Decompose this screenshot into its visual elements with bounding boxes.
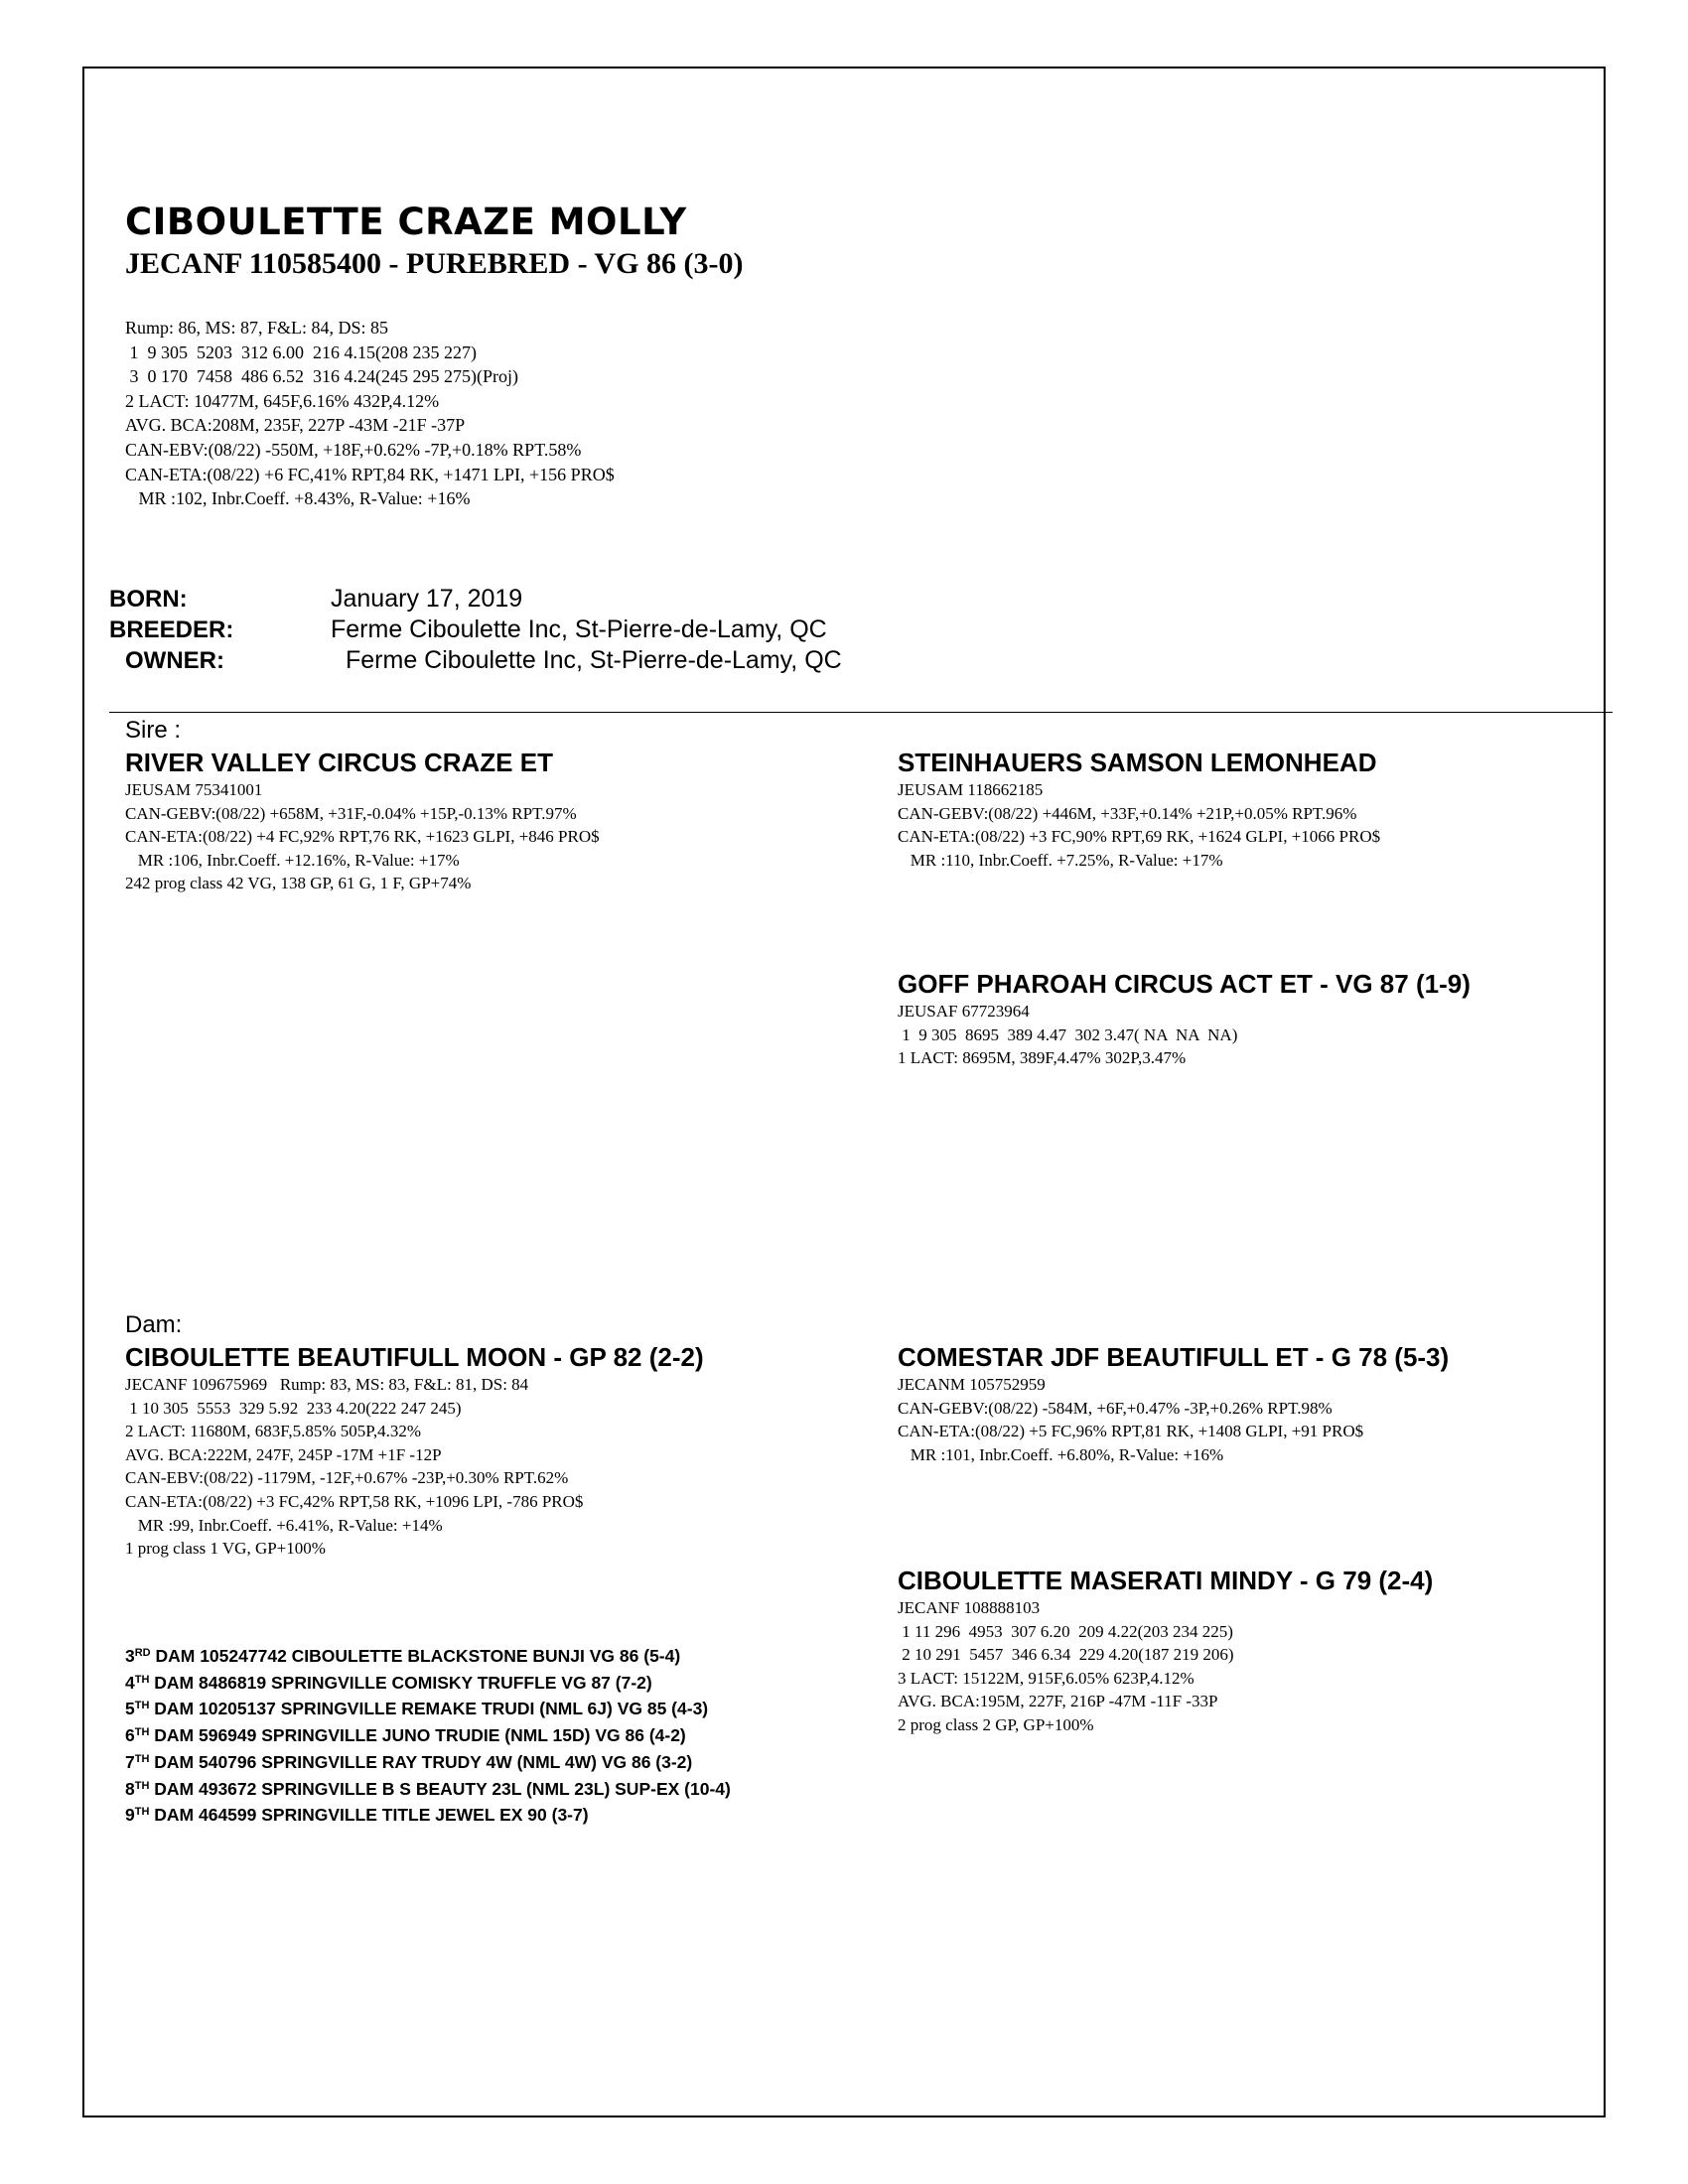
dam-sire-name: COMESTAR JDF BEAUTIFULL ET - G 78 (5-3) <box>898 1342 1450 1372</box>
extended-dam-item: 3RD DAM 105247742 CIBOULETTE BLACKSTONE BUNJI VG 86 (5-4) <box>125 1646 681 1666</box>
dam-dam-name: CIBOULETTE MASERATI MINDY - G 79 (2-4) <box>898 1566 1434 1595</box>
breeder-value: Ferme Ciboulette Inc, St-Pierre-de-Lamy, QC <box>331 615 827 643</box>
extended-dam-item: 9TH DAM 464599 SPRINGVILLE TITLE JEWEL EX 90 (3-7) <box>125 1805 589 1826</box>
stat-line: CAN-ETA:(08/22) +4 FC,92% RPT,76 RK, +1623 GLPI, +846 PRO$ <box>125 827 600 847</box>
stat-line: MR :106, Inbr.Coeff. +12.16%, R-Value: +17% <box>125 850 460 870</box>
extended-dam-item: 4TH DAM 8486819 SPRINGVILLE COMISKY TRUFFLE VG 87 (7-2) <box>125 1672 652 1693</box>
dam-dam-stats <box>898 1596 1234 1737</box>
stat-line: CAN-GEBV:(08/22) +446M, +33F,+0.14% +21P,+0.05% RPT.96% <box>898 803 1357 823</box>
dam-name: CIBOULETTE BEAUTIFULL MOON - GP 82 (2-2) <box>125 1342 704 1372</box>
sire-sire-name: STEINHAUERS SAMSON LEMONHEAD <box>898 748 1377 777</box>
stat-line: AVG. BCA:208M, 235F, 227P -43M -21F -37P <box>125 415 466 436</box>
sire-label: Sire : <box>125 717 182 744</box>
animal-stats <box>125 316 615 511</box>
extended-dams-list <box>125 1643 731 1829</box>
stat-line: CAN-ETA:(08/22) +6 FC,41% RPT,84 RK, +1471 LPI, +156 PRO$ <box>125 464 615 484</box>
stat-line: JECANM 105752959 <box>898 1375 1046 1394</box>
stat-line: Rump: 86, MS: 87, F&L: 84, DS: 85 <box>125 318 389 338</box>
born-label: BORN: <box>109 586 188 613</box>
stat-line: MR :102, Inbr.Coeff. +8.43%, R-Value: +16% <box>125 488 471 509</box>
stat-line: MR :101, Inbr.Coeff. +6.80%, R-Value: +16% <box>898 1444 1224 1464</box>
stat-line: CAN-ETA:(08/22) +3 FC,42% RPT,58 RK, +1096 LPI, -786 PRO$ <box>125 1491 584 1511</box>
animal-registration: JECANF 110585400 - PUREBRED - VG 86 (3-0) <box>125 247 744 280</box>
sire-dam-stats <box>898 1000 1237 1070</box>
dam-sire-stats <box>898 1373 1363 1466</box>
dam-stats <box>125 1373 583 1561</box>
stat-line: 2 LACT: 10477M, 645F,6.16% 432P,4.12% <box>125 390 440 411</box>
divider-line <box>109 712 1613 713</box>
stat-line: 2 10 291 5457 346 6.34 229 4.20(187 219 206) <box>898 1645 1234 1665</box>
extended-dam-item: 7TH DAM 540796 SPRINGVILLE RAY TRUDY 4W (NML 4W) VG 86 (3-2) <box>125 1751 693 1772</box>
stat-line: 3 0 170 7458 486 6.52 316 4.24(245 295 275)(Proj) <box>125 366 518 387</box>
born-value: January 17, 2019 <box>331 585 523 613</box>
stat-line: CAN-GEBV:(08/22) -584M, +6F,+0.47% -3P,+0.26% RPT.98% <box>898 1398 1333 1418</box>
animal-name: CIBOULETTE CRAZE MOLLY <box>125 201 687 243</box>
stat-line: JECANF 109675969 Rump: 83, MS: 83, F&L: 81, DS: 84 <box>125 1375 529 1394</box>
stat-line: CAN-ETA:(08/22) +3 FC,90% RPT,69 RK, +1624 GLPI, +1066 PRO$ <box>898 827 1381 847</box>
stat-line: 1 10 305 5553 329 5.92 233 4.20(222 247 245) <box>125 1398 462 1418</box>
breeder-label: BREEDER: <box>109 616 234 643</box>
stat-line: 2 LACT: 11680M, 683F,5.85% 505P,4.32% <box>125 1422 421 1441</box>
extended-dam-item: 6TH DAM 596949 SPRINGVILLE JUNO TRUDIE (NML 15D) VG 86 (4-2) <box>125 1725 686 1746</box>
stat-line: 242 prog class 42 VG, 138 GP, 61 G, 1 F, GP+74% <box>125 874 472 893</box>
sire-dam-name: GOFF PHAROAH CIRCUS ACT ET - VG 87 (1-9) <box>898 969 1471 999</box>
sire-name: RIVER VALLEY CIRCUS CRAZE ET <box>125 748 553 777</box>
stat-line: JEUSAF 67723964 <box>898 1002 1030 1021</box>
stat-line: JEUSAM 118662185 <box>898 780 1044 799</box>
stat-line: MR :99, Inbr.Coeff. +6.41%, R-Value: +14% <box>125 1515 443 1535</box>
dam-label: Dam: <box>125 1311 183 1338</box>
stat-line: 1 11 296 4953 307 6.20 209 4.22(203 234 225) <box>898 1621 1233 1641</box>
owner-label: OWNER: <box>125 647 224 674</box>
extended-dam-item: 8TH DAM 493672 SPRINGVILLE B S BEAUTY 23L (NML 23L) SUP-EX (10-4) <box>125 1778 731 1799</box>
stat-line: JEUSAM 75341001 <box>125 780 263 799</box>
stat-line: AVG. BCA:195M, 227F, 216P -47M -11F -33P <box>898 1692 1218 1711</box>
extended-dam-item: 5TH DAM 10205137 SPRINGVILLE REMAKE TRUDI (NML 6J) VG 85 (4-3) <box>125 1699 709 1719</box>
sire-stats <box>125 778 600 895</box>
stat-line: MR :110, Inbr.Coeff. +7.25%, R-Value: +17% <box>898 850 1223 870</box>
stat-line: CAN-ETA:(08/22) +5 FC,96% RPT,81 RK, +1408 GLPI, +91 PRO$ <box>898 1422 1364 1441</box>
stat-line: AVG. BCA:222M, 247F, 245P -17M +1F -12P <box>125 1444 442 1464</box>
stat-line: 2 prog class 2 GP, GP+100% <box>898 1714 1094 1734</box>
stat-line: 1 prog class 1 VG, GP+100% <box>125 1539 326 1559</box>
stat-line: JECANF 108888103 <box>898 1598 1041 1617</box>
owner-value: Ferme Ciboulette Inc, St-Pierre-de-Lamy, QC <box>346 646 842 674</box>
stat-line: 1 9 305 8695 389 4.47 302 3.47( NA NA NA) <box>898 1024 1238 1044</box>
stat-line: 1 9 305 5203 312 6.00 216 4.15(208 235 227) <box>125 341 477 362</box>
stat-line: CAN-EBV:(08/22) -550M, +18F,+0.62% -7P,+0.18% RPT.58% <box>125 439 582 460</box>
stat-line: CAN-GEBV:(08/22) +658M, +31F,-0.04% +15P,-0.13% RPT.97% <box>125 803 577 823</box>
stat-line: 1 LACT: 8695M, 389F,4.47% 302P,3.47% <box>898 1048 1187 1068</box>
sire-sire-stats <box>898 778 1380 872</box>
stat-line: 3 LACT: 15122M, 915F,6.05% 623P,4.12% <box>898 1668 1195 1688</box>
stat-line: CAN-EBV:(08/22) -1179M, -12F,+0.67% -23P,+0.30% RPT.62% <box>125 1468 569 1488</box>
